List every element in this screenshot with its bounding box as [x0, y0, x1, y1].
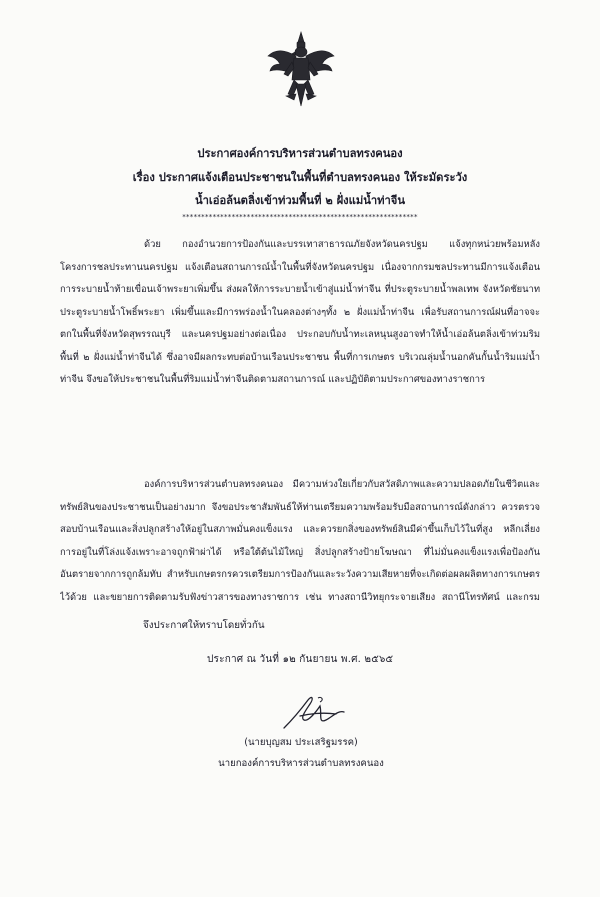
- body-paragraph-2: [60, 474, 540, 608]
- separator-line: **************************************************************: [182, 213, 418, 221]
- signer-name: (นายบุญสม ประเสริฐมรรค): [244, 737, 358, 748]
- signer-position: นายกองค์การบริหารส่วนตำบลทรงคนอง: [218, 758, 384, 769]
- closing-statement: จึงประกาศให้ทราบโดยทั่วกัน: [143, 620, 265, 631]
- garuda-emblem-icon: [266, 30, 336, 112]
- paragraph-text: ด้วย กองอำนวยการป้องกันและบรรเทาสาธารณภัยจังหวัดนครปฐม แจ้งทุกหน่วยพร้อมหลังโครงการชลประทานนครปฐม แจ้งเตือนสถานการณ์น้ำในพื้นที่จังหวัดนครปฐม เนื่องจากกรมชลประทานมีการแจ้งเตือนการระบายน้ำท้ายเขื่อนเจ้าพระยาเพิ่มขึ้น ส่งผลให้การระบายน้ำเข้าสู่แม่น้ำท่าจีน ที่ประตูระบายน้ำพลเทพ จังหวัดชัยนาท ประตูระบายน้ำโพธิ์พระยา เพิ่มขึ้นและมีการพร่องน้ำในคลองต่างๆทั้ง ๒ ฝั่งแม่น้ำท่าจีน เพื่อรับสถานการณ์ฝนที่อาจจะตกในพื้นที่จังหวัดสุพรรณบุรี และนครปฐมอย่างต่อเนื่อง ประกอบกับน้ำทะเลหนุนสูงอาจทำให้น้ำเอ่อล้นตลิ่งเข้าท่วมริมพื้นที่ ๒ ฝั่งแม่น้ำท่าจีนได้ ซึ่งอาจมีผลกระทบต่อบ้านเรือนประชาชน พื้นที่การเกษตร บริเวณลุ่มน้ำนอกคันกั้นน้ำริมแม่น้ำท่าจีน จึงขอให้ประชาชนในพื้นที่ริมแม่น้ำท่าจีนติดตามสถานการณ์ และปฏิบัติตามประกาศของทางราชการ: [60, 239, 540, 385]
- date-line: ประกาศ ณ วันที่ ๑๒ กันยายน พ.ศ. ๒๕๖๕: [207, 654, 394, 665]
- announcement-subject-continued: น้ำเอ่อล้นตลิ่งเข้าท่วมพื้นที่ ๒ ฝั่งแม่น้ำท่าจีน: [194, 194, 406, 207]
- body-paragraph-1: [60, 234, 540, 472]
- announcement-heading: ประกาศองค์การบริหารส่วนตำบลทรงคนอง: [197, 147, 403, 160]
- announcement-subject: เรื่อง ประกาศแจ้งเตือนประชาชนในพื้นที่ตำบลทรงคนอง ให้ระมัดระวัง: [132, 171, 468, 184]
- handwritten-signature: [278, 690, 350, 734]
- paragraph-text: องค์การบริหารส่วนตำบลทรงคนอง มีความห่วงใยเกี่ยวกับสวัสดิภาพและความปลอดภัยในชีวิตและทรัพย์สินของประชาชนเป็นอย่างมาก จึงขอประชาสัมพันธ์ให้ท่านเตรียมความพร้อมรับมือสถานการณ์ดังกล่าว ควรตรวจสอบบ้านเรือนและสิ่งปลูกสร้างให้อยู่ในสภาพมั่นคงแข็งแรง และควรยกสิ่งของทรัพย์สินมีค่าขึ้นเก็บไว้ในที่สูง หลีกเลี่ยงการอยู่ในที่โล่งแจ้งเพราะอาจถูกฟ้าผ่าได้ หรือใต้ต้นไม้ใหญ่ สิ่งปลูกสร้างป้ายโฆษณา ที่ไม่มั่นคงแข็งแรงเพื่อป้องกันอันตรายจากการถูกล้มทับ สำหรับเกษตรกรควรเตรียมการป้องกันและระวังความเสียหายที่จะเกิดต่อผลผลิตทางการเกษตรไว้ด้วย และขยายการติดตามรับฟังข่าวสารของทางราชการ เช่น ทางสถานีวิทยุกระจายเสียง สถานีโทรทัศน์ และกรม: [60, 479, 540, 603]
